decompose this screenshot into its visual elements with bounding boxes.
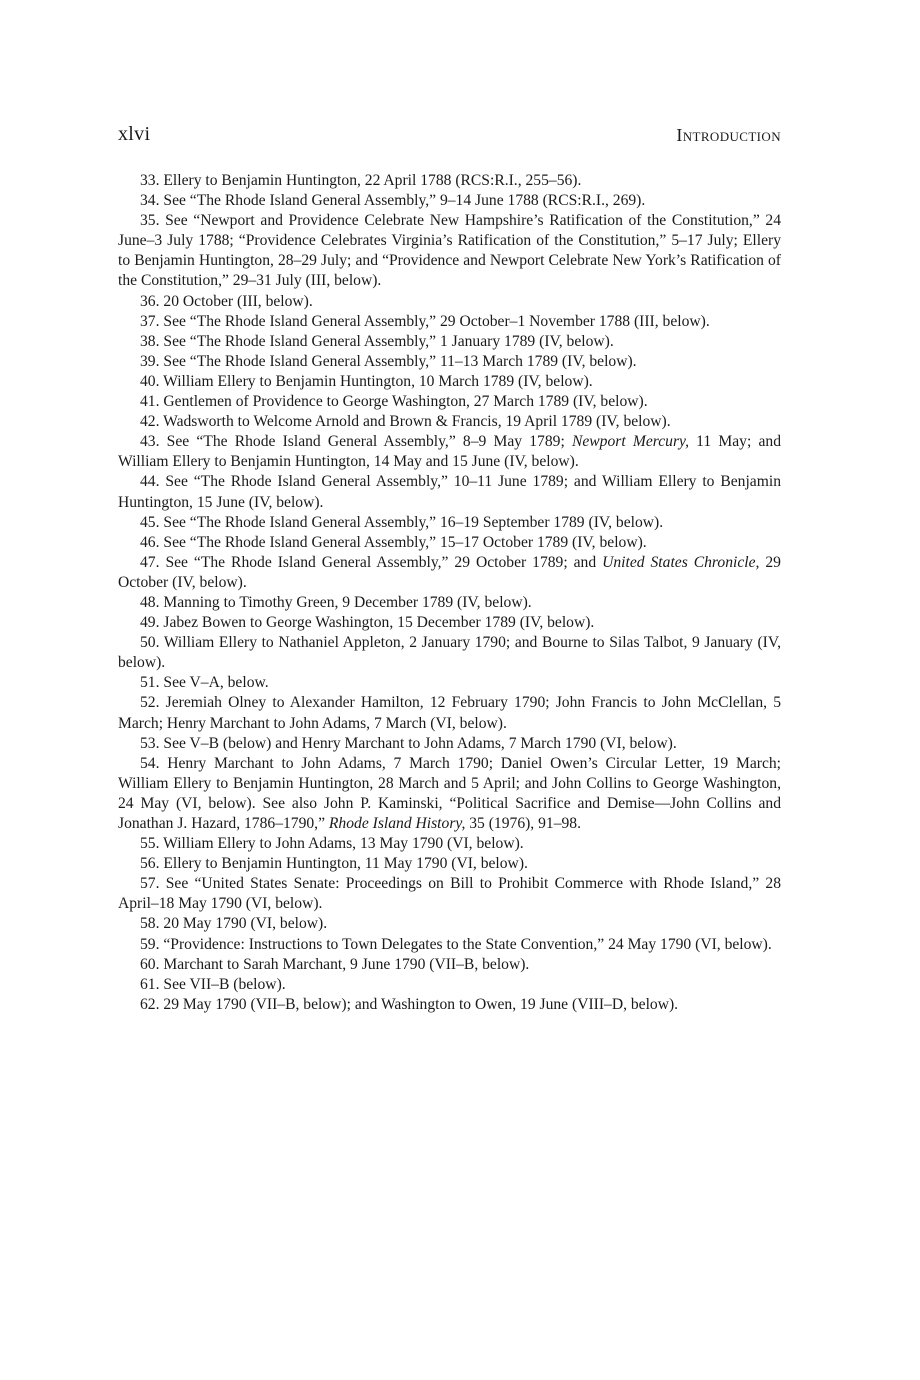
- endnote-text: 43. See “The Rhode Island General Assembly,” 8–9 May 1789;: [140, 433, 572, 451]
- endnote: 42. Wadsworth to Welcome Arnold and Brown & Francis, 19 April 1789 (IV, below).: [140, 413, 671, 431]
- endnote: 36. 20 October (III, below).: [140, 292, 313, 310]
- endnote: 52. Jeremiah Olney to Alexander Hamilton, 12 February 1790; John Francis to John McClellan, 5 March; Henry Marchant to John Adams, 7 March (VI, below).: [118, 694, 781, 732]
- endnote: 33. Ellery to Benjamin Huntington, 22 April 1788 (RCS:R.I., 255–56).: [140, 172, 582, 189]
- endnote-text: 54. Henry Marchant to John Adams, 7 March 1790; Daniel Owen’s Circular Letter, 19 March; William Ellery to Benjamin Huntington, 28 March and 5 April; and John Collins to George Washington, 24 May (VI, below). See also John P. Kaminski, “Political Sacrifice and Demise—John Collins and Jonathan J. Hazard, 1786–1790,”: [118, 754, 781, 832]
- endnote: 59. “Providence: Instructions to Town Delegates to the State Convention,” 24 May 1790 (VI, below).: [140, 935, 772, 953]
- endnote: 44. See “The Rhode Island General Assembly,” 10–11 June 1789; and William Ellery to Benjamin Huntington, 15 June (IV, below).: [118, 473, 781, 511]
- endnote: 35. See “Newport and Providence Celebrate New Hampshire’s Ratification of the Constitution,” 24 June–3 July 1788; “Providence Celebrates Virginia’s Ratification of the Constitution,” 5–17 July; Ellery to Benjamin Huntington, 28–29 July; and “Providence and Newport Celebrate New York’s Ratification of the Constitution,” 29–31 July (III, below).: [118, 212, 781, 290]
- endnote-text: 35 (1976), 91–98.: [465, 815, 581, 832]
- endnote: 34. See “The Rhode Island General Assembly,” 9–14 June 1788 (RCS:R.I., 269).: [140, 192, 646, 210]
- endnote: 38. See “The Rhode Island General Assembly,” 1 January 1789 (IV, below).: [140, 332, 614, 350]
- endnote: 55. William Ellery to John Adams, 13 May 1790 (VI, below).: [140, 835, 524, 853]
- italic-title: Rhode Island History,: [328, 815, 466, 832]
- endnote: 58. 20 May 1790 (VI, below).: [140, 915, 328, 933]
- endnote: [118, 553, 781, 593]
- endnote-text: 29 October (IV, below).: [118, 553, 781, 591]
- endnote: 60. Marchant to Sarah Marchant, 9 June 1790 (VII–B, below).: [140, 955, 530, 973]
- endnote: 56. Ellery to Benjamin Huntington, 11 May 1790 (VI, below).: [140, 855, 528, 873]
- italic-title: Newport Mercury,: [571, 433, 689, 451]
- endnote: 57. See “United States Senate: Proceedings on Bill to Prohibit Commerce with Rhode Island,” 28 April–18 May 1790 (VI, below).: [118, 875, 781, 913]
- endnote: 41. Gentlemen of Providence to George Washington, 27 March 1789 (IV, below).: [140, 393, 648, 411]
- endnote: 61. See VII–B (below).: [140, 975, 286, 993]
- endnote: 50. William Ellery to Nathaniel Appleton, 2 January 1790; and Bourne to Silas Talbot, 9 January (IV, below).: [118, 634, 781, 672]
- endnote: 37. See “The Rhode Island General Assembly,” 29 October–1 November 1788 (III, below).: [140, 312, 710, 330]
- endnote-text: 11 May; and William Ellery to Benjamin Huntington, 14 May and 15 June (IV, below).: [118, 433, 781, 471]
- endnote: [118, 432, 781, 472]
- endnote: 53. See V–B (below) and Henry Marchant to John Adams, 7 March 1790 (VI, below).: [140, 734, 677, 752]
- endnote: 40. William Ellery to Benjamin Huntington, 10 March 1789 (IV, below).: [140, 372, 593, 390]
- italic-title: United States Chronicle,: [602, 553, 760, 571]
- endnote: 48. Manning to Timothy Green, 9 December 1789 (IV, below).: [140, 593, 532, 611]
- endnote: 51. See V–A, below.: [140, 674, 269, 692]
- endnote: 39. See “The Rhode Island General Assembly,” 11–13 March 1789 (IV, below).: [140, 352, 637, 370]
- running-head: [118, 123, 781, 149]
- endnote: [118, 754, 781, 834]
- page-number: xlvi: [118, 123, 151, 145]
- endnote: 62. 29 May 1790 (VII–B, below); and Washington to Owen, 19 June (VIII–D, below).: [140, 995, 679, 1013]
- running-title: Introduction: [676, 125, 781, 145]
- endnote: 46. See “The Rhode Island General Assembly,” 15–17 October 1789 (IV, below).: [140, 533, 647, 551]
- endnote-text: 47. See “The Rhode Island General Assembly,” 29 October 1789; and: [140, 553, 603, 571]
- endnote: 45. See “The Rhode Island General Assembly,” 16–19 September 1789 (IV, below).: [140, 513, 664, 531]
- endnote: 49. Jabez Bowen to George Washington, 15 December 1789 (IV, below).: [140, 614, 595, 632]
- endnotes-list: [118, 171, 781, 1015]
